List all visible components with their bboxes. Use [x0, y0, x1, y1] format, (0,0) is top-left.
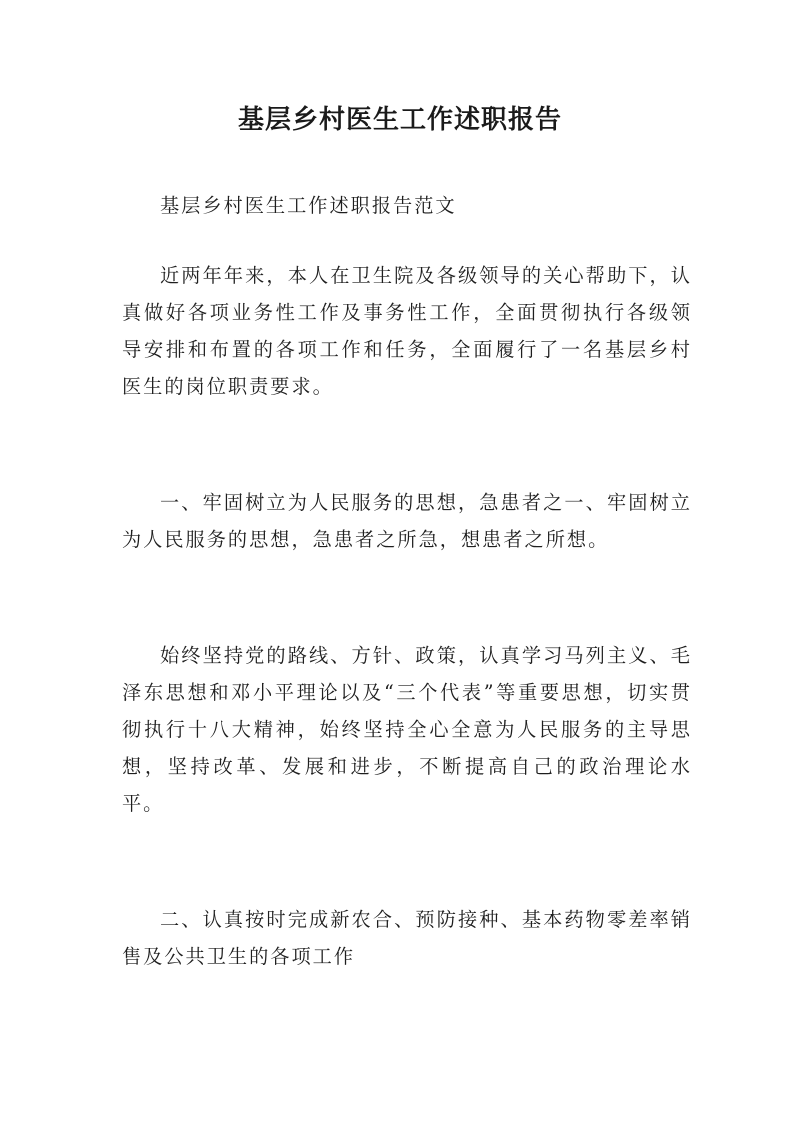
section-two-heading: 二、认真按时完成新农合、预防接种、基本药物零差率销售及公共卫生的各项工作	[122, 908, 692, 968]
section-one-body: 始终坚持党的路线、方针、政策，认真学习马列主义、毛泽东思想和邓小平理论以及“三个代表”等重要思想，切实贯彻执行十八大精神，始终坚持全心全意为人民服务的主导思想，坚持改革、发展和进步，不断提高自己的政治理论水平。	[122, 644, 692, 815]
intro-paragraph: 近两年年来，本人在卫生院及各级领导的关心帮助下，认真做好各项业务性工作及事务性工作，全面贯彻执行各级领导安排和布置的各项工作和任务，全面履行了一名基层乡村医生的岗位职责要求。	[122, 264, 692, 398]
subtitle-paragraph: 基层乡村医生工作述职报告范文	[160, 194, 457, 217]
document-title: 基层乡村医生工作述职报告	[237, 105, 562, 135]
section-one-heading: 一、牢固树立为人民服务的思想，急患者之一、牢固树立为人民服务的思想，急患者之所急，想患者之所想。	[122, 491, 692, 551]
